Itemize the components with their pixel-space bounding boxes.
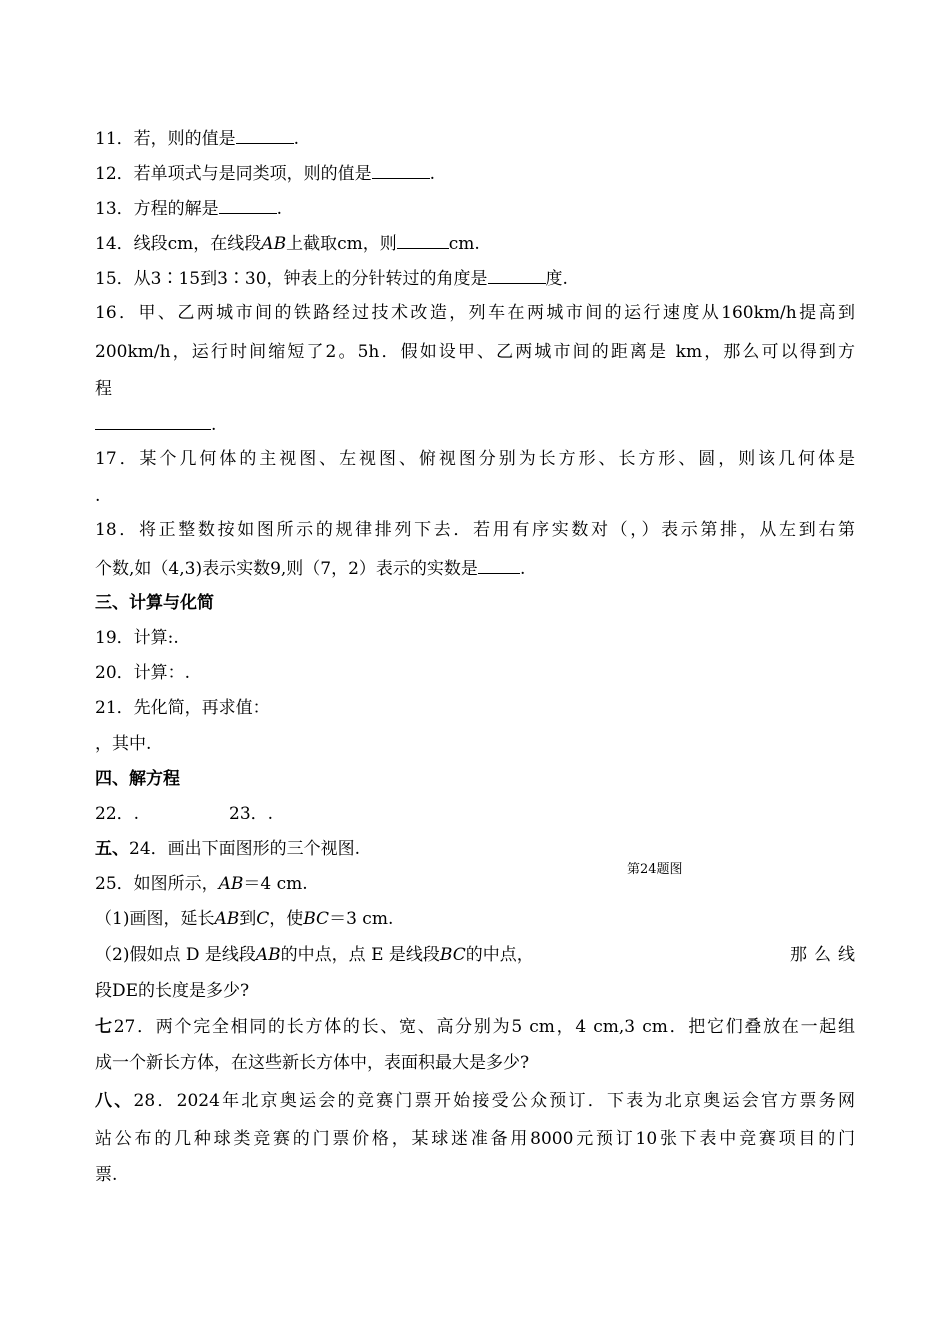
question-25-line-2 bbox=[95, 908, 855, 930]
question-number: 18． bbox=[95, 520, 139, 540]
question-text: 先化简，再求值： bbox=[133, 698, 270, 718]
segment-label: BC bbox=[303, 909, 330, 929]
point-label: C bbox=[256, 909, 270, 929]
question-text: 25．如图所示， bbox=[95, 874, 219, 894]
question-text: 计算:. bbox=[133, 628, 179, 648]
punctuation: . bbox=[276, 199, 283, 219]
question-28-line-2: 站公布的几种球类竞赛的门票价格，某球迷准备用8000元预订10张下表中竞赛项目的门 bbox=[95, 1129, 855, 1149]
punctuation: . bbox=[211, 415, 217, 435]
question-16-line-2 bbox=[95, 341, 855, 363]
question-18-line-2 bbox=[95, 557, 855, 580]
question-14 bbox=[95, 232, 855, 255]
question-20 bbox=[95, 662, 855, 684]
question-number: 11． bbox=[95, 129, 134, 149]
question-text: 线段cm，在线段 bbox=[133, 234, 262, 254]
question-number: 16． bbox=[95, 303, 139, 323]
question-text: 上截取cm，则 bbox=[286, 234, 397, 254]
segment-label: AB bbox=[218, 874, 244, 894]
question-13 bbox=[95, 197, 855, 220]
question-text: 的中点，点 E 是线段 bbox=[280, 945, 440, 965]
question-text: 某个几何体的主视图、左视图、俯视图分别为长方形、长方形、圆，则该几何体是 bbox=[139, 449, 855, 469]
punctuation: . bbox=[519, 559, 526, 579]
question-25-line-1 bbox=[95, 873, 855, 895]
question-text: 若单项式与是同类项，则的值是 bbox=[133, 164, 372, 184]
question-text: 将正整数按如图所示的规律排列下去．若用有序实数对（，）表示第排，从左到右第 bbox=[138, 520, 856, 540]
question-18-line-1 bbox=[95, 519, 855, 541]
question-number: 14． bbox=[95, 234, 134, 254]
question-text: . bbox=[95, 486, 101, 506]
question-21 bbox=[95, 697, 855, 719]
answer-blank[interactable] bbox=[488, 267, 546, 284]
question-text: 方程的解是 bbox=[133, 199, 219, 219]
question-25-line-4: 段DE的长度是多少? bbox=[95, 981, 250, 1001]
question-16-line-3 bbox=[95, 378, 855, 400]
punctuation: . bbox=[429, 164, 436, 184]
question-23: 23．. bbox=[229, 804, 274, 824]
segment-label: BC bbox=[439, 945, 466, 965]
question-25-line-3-end: 那么线 bbox=[790, 945, 855, 965]
question-28-line-3: 票. bbox=[95, 1165, 118, 1185]
question-15 bbox=[95, 267, 855, 290]
question-text: 计算：. bbox=[133, 663, 191, 683]
question-28-line-1 bbox=[95, 1090, 855, 1112]
answer-blank[interactable] bbox=[372, 162, 430, 179]
question-text: 从3∶15到3∶30，钟表上的分针转过的角度是 bbox=[133, 269, 488, 289]
question-27-line-1 bbox=[95, 1016, 855, 1038]
question-24 bbox=[95, 838, 855, 860]
question-text: 200km/h，运行时间缩短了2。5h．假如设甲、乙两城市间的距离是 km，那么可以得到方 bbox=[95, 342, 855, 362]
question-text: 27．两个完全相同的长方体的长、宽、高分别为5 cm，4 cm,3 cm．把它们叠放在一起组 bbox=[113, 1017, 855, 1037]
answer-blank[interactable] bbox=[236, 127, 294, 144]
section-heading-3: 三、计算与化简 bbox=[95, 593, 214, 613]
question-16-line-4 bbox=[95, 413, 855, 436]
answer-blank[interactable] bbox=[95, 413, 211, 430]
question-number: 15． bbox=[95, 269, 134, 289]
question-text: 到 bbox=[239, 909, 257, 929]
question-16-line-1 bbox=[95, 302, 855, 324]
section-prefix: 五、 bbox=[95, 839, 129, 859]
segment-label: AB bbox=[255, 945, 281, 965]
question-22: 22．. bbox=[95, 804, 140, 824]
question-text: 28．2024年北京奥运会的竞赛门票开始接受公众预订．下表为北京奥运会官方票务网 bbox=[133, 1091, 855, 1111]
segment-label: AB bbox=[261, 234, 287, 254]
question-17-line-1 bbox=[95, 448, 855, 470]
question-number: 19． bbox=[95, 628, 134, 648]
question-text: 若，则的值是 bbox=[133, 129, 236, 149]
section-prefix: 七 bbox=[95, 1017, 114, 1037]
question-text: 甲、乙两城市间的铁路经过技术改造，列车在两城市间的运行速度从160km/h提高到 bbox=[138, 303, 855, 323]
segment-label: AB bbox=[214, 909, 240, 929]
question-text: ＝4 cm. bbox=[243, 874, 308, 894]
question-number: 12． bbox=[95, 164, 134, 184]
question-text: （1)画图，延长 bbox=[95, 909, 215, 929]
question-11 bbox=[95, 127, 855, 150]
question-12 bbox=[95, 162, 855, 185]
question-text: （2)假如点 D 是线段 bbox=[95, 945, 256, 965]
question-number: 20． bbox=[95, 663, 134, 683]
question-27-line-2: 成一个新长方体，在这些新长方体中，表面积最大是多少? bbox=[95, 1053, 530, 1073]
answer-blank[interactable] bbox=[478, 557, 520, 574]
question-text: 程 bbox=[95, 379, 112, 399]
question-number: 17． bbox=[95, 449, 140, 469]
answer-blank[interactable] bbox=[397, 232, 449, 249]
question-19 bbox=[95, 627, 855, 649]
question-text: ＝3 cm. bbox=[329, 909, 394, 929]
section-prefix: 八、 bbox=[95, 1091, 134, 1111]
question-text: ，使 bbox=[269, 909, 304, 929]
question-number: 21． bbox=[95, 698, 134, 718]
answer-blank[interactable] bbox=[219, 197, 277, 214]
unit-text: 度. bbox=[545, 269, 568, 289]
question-number: 13． bbox=[95, 199, 134, 219]
question-17-line-2 bbox=[95, 485, 855, 507]
section-heading-4: 四、解方程 bbox=[95, 769, 180, 789]
question-text: 个数,如（4,3)表示实数9,则（7，2）表示的实数是 bbox=[95, 559, 478, 579]
question-text: 的中点， bbox=[465, 945, 534, 965]
punctuation: . bbox=[293, 129, 300, 149]
question-text: 24．画出下面图形的三个视图. bbox=[129, 839, 361, 859]
figure-caption-24: 第24题图 bbox=[627, 862, 683, 877]
question-21-line-2: ，其中. bbox=[95, 734, 152, 754]
question-25-line-3 bbox=[95, 944, 855, 966]
unit-text: cm. bbox=[448, 234, 480, 254]
